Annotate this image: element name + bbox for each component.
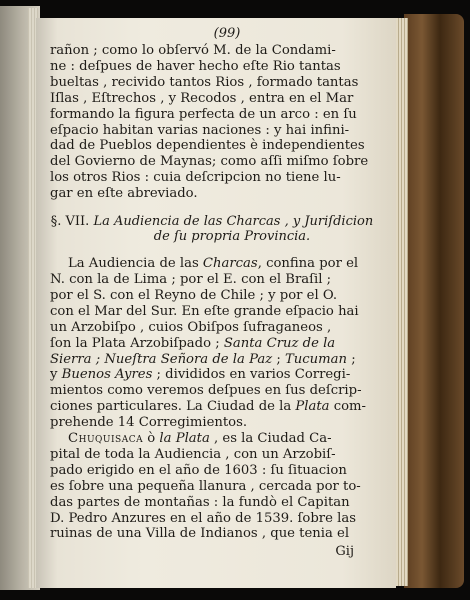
text-line: formando la figura perfecta de un arco : en ſu — [50, 106, 357, 122]
paragraph-maranon — [50, 43, 374, 202]
text-line: das partes de montañas : la fundò el Capitan — [50, 494, 350, 510]
text-line: ciones particulares. La Ciudad de la Plata com- — [50, 399, 367, 415]
text-line: prehende 14 Corregimientos. — [50, 415, 248, 431]
section-title-italic: La Audiencia de las Charcas — [93, 214, 281, 230]
text-line: los otros Rios : cuia deſcripcion no tiene lu- — [50, 170, 341, 186]
text-line: La Audiencia de las Charcas, confina por el — [68, 256, 359, 272]
text-line: un Arzobiſpo , cuios Obiſpos ſufraganeos , — [50, 319, 332, 335]
book-cover — [404, 14, 464, 588]
text-line: ne : deſpues de haver hecho eſte Rio tantas — [50, 58, 341, 74]
text-line: Iſlas , Eſtrechos , y Recodos , entra en el Mar — [50, 90, 354, 106]
text-line: es ſobre una pequeña llanura , cercada por to- — [50, 478, 361, 494]
paragraph-chuquisaca — [50, 431, 374, 542]
signature-mark: Gij — [335, 544, 354, 560]
section-number: §. VII. — [50, 214, 90, 230]
page-text-block — [50, 26, 374, 576]
text-line: Chuquisaca ò la Plata , es la Ciudad Ca- — [68, 431, 332, 447]
text-line: ſon la Plata Arzobiſpado ; Santa Cruz de la — [50, 335, 336, 351]
text-line: D. Pedro Anzures en el año de 1539. ſobre las — [50, 510, 356, 526]
text-line: con el Mar del Sur. En eſte grande eſpacio hai — [50, 303, 359, 319]
section-heading-line2: de ſu propria Provincia. — [153, 229, 311, 245]
text-line: eſpacio habitan varias naciones : y hai infini- — [50, 122, 350, 138]
text-line: rañon ; como lo obſervó M. de la Condami- — [50, 43, 336, 58]
page-number: (99) — [213, 26, 241, 41]
section-heading-line1 — [50, 214, 374, 229]
section-heading — [50, 214, 374, 244]
text-line: N. con la de Lima ; por el E. con el Braſil ; — [50, 271, 332, 287]
paragraph-audiencia — [50, 256, 374, 431]
text-line: gar en eſte abreviado. — [50, 186, 198, 202]
text-line: ruinas de una Villa de Indianos , que tenia el — [50, 526, 350, 542]
section-title-suffix: , y Juriſdicion — [284, 214, 374, 230]
text-line: dad de Pueblos dependientes è independientes — [50, 138, 365, 154]
text-line: del Govierno de Maynas; como aſſi miſmo ſobre — [50, 154, 369, 170]
text-line: Sierra ; Nueſtra Señora de la Paz ; Tucuman ; — [50, 351, 356, 367]
text-line: y Buenos Ayres ; divididos en varios Corregi- — [50, 367, 351, 383]
book-page — [36, 18, 396, 588]
text-line: pado erigido en el año de 1603 : ſu ſituacion — [50, 462, 347, 478]
text-line: bueltas , recivido tantos Rios , formado tantas — [50, 74, 359, 90]
text-line: pital de toda la Audiencia , con un Arzobiſ- — [50, 446, 336, 462]
text-line: mientos como veremos deſpues en ſus deſcrip- — [50, 383, 362, 399]
text-line: por el S. con el Reyno de Chile ; y por el O. — [50, 287, 338, 303]
